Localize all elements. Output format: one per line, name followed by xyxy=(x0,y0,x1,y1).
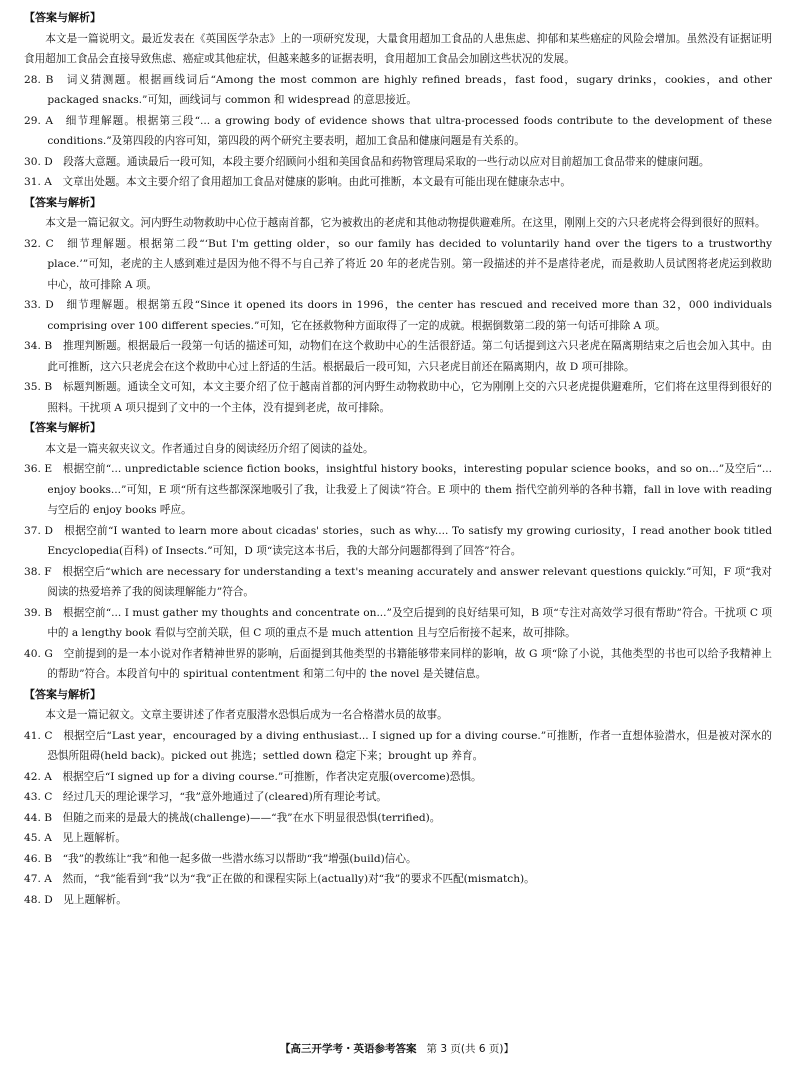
answer-item-39: 39. B 根据空前“... I must gather my thoughts and concentrate on...”及空后提到的良好结果可知，B 项“专注对高效学习很有帮助”符合。干扰项 C 项中的 a lengthy book 看似与空前关联，但 C 项的重点不是 much attention 且与空后衔接不起来，故可排除。 xyxy=(24,606,772,639)
section-header: 【答案与解析】 xyxy=(24,195,101,209)
answer-item-38: 38. F 根据空后“which are necessary for understanding a text's meaning accurately and answer relevant questions quickly.”可知，F 项“我对阅读的热爱培养了我的阅读理解能力”符合。 xyxy=(24,565,772,598)
answer-item-36: 36. E 根据空前“... unpredictable science fiction books，insightful history books，interesting popular science books，and so on...”及空后“... enjoy books...”可知，E 项“所有这些都深深地吸引了我，让我爱上了阅读”符合。E 项中的 them 指代空前列举的各种书籍，fall in love with reading 与空后的 enjoy books 呼应。 xyxy=(24,463,772,516)
answer-item-45: 45. A 见上题解析。 xyxy=(24,832,127,844)
section-intro: 本文是一篇夹叙夹议文。作者通过自身的阅读经历介绍了阅读的益处。 xyxy=(45,442,374,455)
footer-title: 【高三开学考・英语参考答案 xyxy=(280,1043,417,1055)
answer-item-41: 41. C 根据空后“Last year，encouraged by a diving enthusiast... I signed up for a diving course.”可推断，作者一直想体验潜水，但是被对深水的恐惧所阻碍(held back)。picked out 挑选；settled down 稳定下来；brought up 养育。 xyxy=(24,729,772,762)
answer-item-31: 31. A 文章出处题。本文主要介绍了食用超加工食品对健康的影响。由此可推断，本文最有可能出现在健康杂志中。 xyxy=(24,176,571,188)
answer-item-42: 42. A 根据空后“I signed up for a diving course.”可推断，作者决定克服(overcome)恐惧。 xyxy=(24,770,482,783)
section-3 xyxy=(24,418,772,685)
answer-item-35: 35. B 标题判断题。通读全文可知，本文主要介绍了位于越南首都的河内野生动物救助中心，它为刚刚上交的六只老虎提供避难所，它们将在这里得到很好的照料。干扰项 A 项只提到了文中的一个主体，没有提到老虎，故可排除。 xyxy=(24,381,772,414)
section-intro: 本文是一篇记叙文。文章主要讲述了作者克服潜水恐惧后成为一名合格潜水员的故事。 xyxy=(45,709,448,721)
answer-item-47: 47. A 然而，“我”能看到“我”以为“我”正在做的和课程实际上(actually)对“我”的要求不匹配(mismatch)。 xyxy=(24,873,535,885)
section-header: 【答案与解析】 xyxy=(24,687,101,701)
answer-item-46: 46. B “我”的教练让“我”和他一起多做一些潜水练习以帮助“我”增强(build)信心。 xyxy=(24,852,417,865)
footer-page-number: 第 3 页(共 6 页)】 xyxy=(426,1043,514,1055)
answer-item-44: 44. B 但随之而来的是最大的挑战(challenge)——“我”在水下明显很恐惧(terrified)。 xyxy=(24,811,441,824)
answer-item-40: 40. G 空前提到的是一本小说对作者精神世界的影响，后面提到其他类型的书籍能够带来同样的影响，故 G 项“除了小说，其他类型的书也可以给予我精神上的帮助”符合。本段首句中的 spiritual contentment 和第二句中的 the novel 是关键信息。 xyxy=(24,647,772,680)
answer-item-29: 29. A 细节理解题。根据第三段“... a growing body of evidence shows that ultra-processed foods contribute to the development of these conditions.”及第四段的内容可知，第四段的两个研究主要表明，超加工食品和健康问题是有关系的。 xyxy=(24,114,772,147)
section-4 xyxy=(24,685,772,911)
answer-item-37: 37. D 根据空前“I wanted to learn more about cicadas' stories，such as why.... To satisfy my growing curiosity，I read another book titled Encyclopedia(百科) of Insects.”可知，D 项“读完这本书后，我的大部分问题都得到了回答”符合。 xyxy=(24,524,772,557)
section-1 xyxy=(24,8,772,193)
answer-item-28: 28. B 词义猜测题。根据画线词后“Among the most common are highly refined breads，fast food，sugary drinks，cookies，and other packaged snacks.”可知，画线词与 common 和 widespread 的意思接近。 xyxy=(24,73,772,106)
section-intro: 本文是一篇说明文。最近发表在《英国医学杂志》上的一项研究发现，大量食用超加工食品的人患焦虑、抑郁和某些癌症的风险会增加。虽然没有证据证明食用超加工食品会直接导致焦虑、癌症或其他症状，但越来越多的证据表明，食用超加工食品会加剧这些状况的发展。 xyxy=(24,32,772,65)
section-header: 【答案与解析】 xyxy=(24,11,101,24)
section-intro: 本文是一篇记叙文。河内野生动物救助中心位于越南首都，它为被救出的老虎和其他动物提供避难所。在这里，刚刚上交的六只老虎将会得到很好的照料。 xyxy=(45,217,766,229)
answer-item-43: 43. C 经过几天的理论课学习，“我”意外地通过了(cleared)所有理论考试。 xyxy=(24,791,387,803)
section-header: 【答案与解析】 xyxy=(24,421,101,434)
answer-item-30: 30. D 段落大意题。通读最后一段可知，本段主要介绍顾问小组和美国食品和药物管理局采取的一些行动以应对目前超加工食品带来的健康问题。 xyxy=(24,155,710,168)
answer-item-32: 32. C 细节理解题。根据第二段“‘But I'm getting older，so our family has decided to voluntarily hand over the tigers to a trustworthy place.’”可知，老虎的主人感到难过是因为他不得不与自己养了将近 20 年的老虎告别。第一段描述的并不是虐待老虎，而是救助人员试图将老虎运到救助中心，故可排除 A 项。 xyxy=(24,237,772,291)
answer-item-34: 34. B 推理判断题。根据最后一段第一句话的描述可知，动物们在这个救助中心的生活很舒适。第二句话提到这六只老虎在隔离期结束之后也会加入其中。由此可推断，这六只老虎会在这个救助中心过上舒适的生活。根据最后一段可知，六只老虎目前还在隔离期内，故 D 项可排除。 xyxy=(24,340,772,373)
answer-item-48: 48. D 见上题解析。 xyxy=(24,893,127,906)
section-2 xyxy=(24,193,772,419)
page-footer xyxy=(0,1041,794,1057)
answer-item-33: 33. D 细节理解题。根据第五段“Since it opened its doors in 1996，the center has rescued and received more than 32，000 individuals comprising over 100 different species.”可知，它在拯救物种方面取得了一定的成就。根据倒数第二段的第一句话可排除 A 项。 xyxy=(24,299,772,332)
